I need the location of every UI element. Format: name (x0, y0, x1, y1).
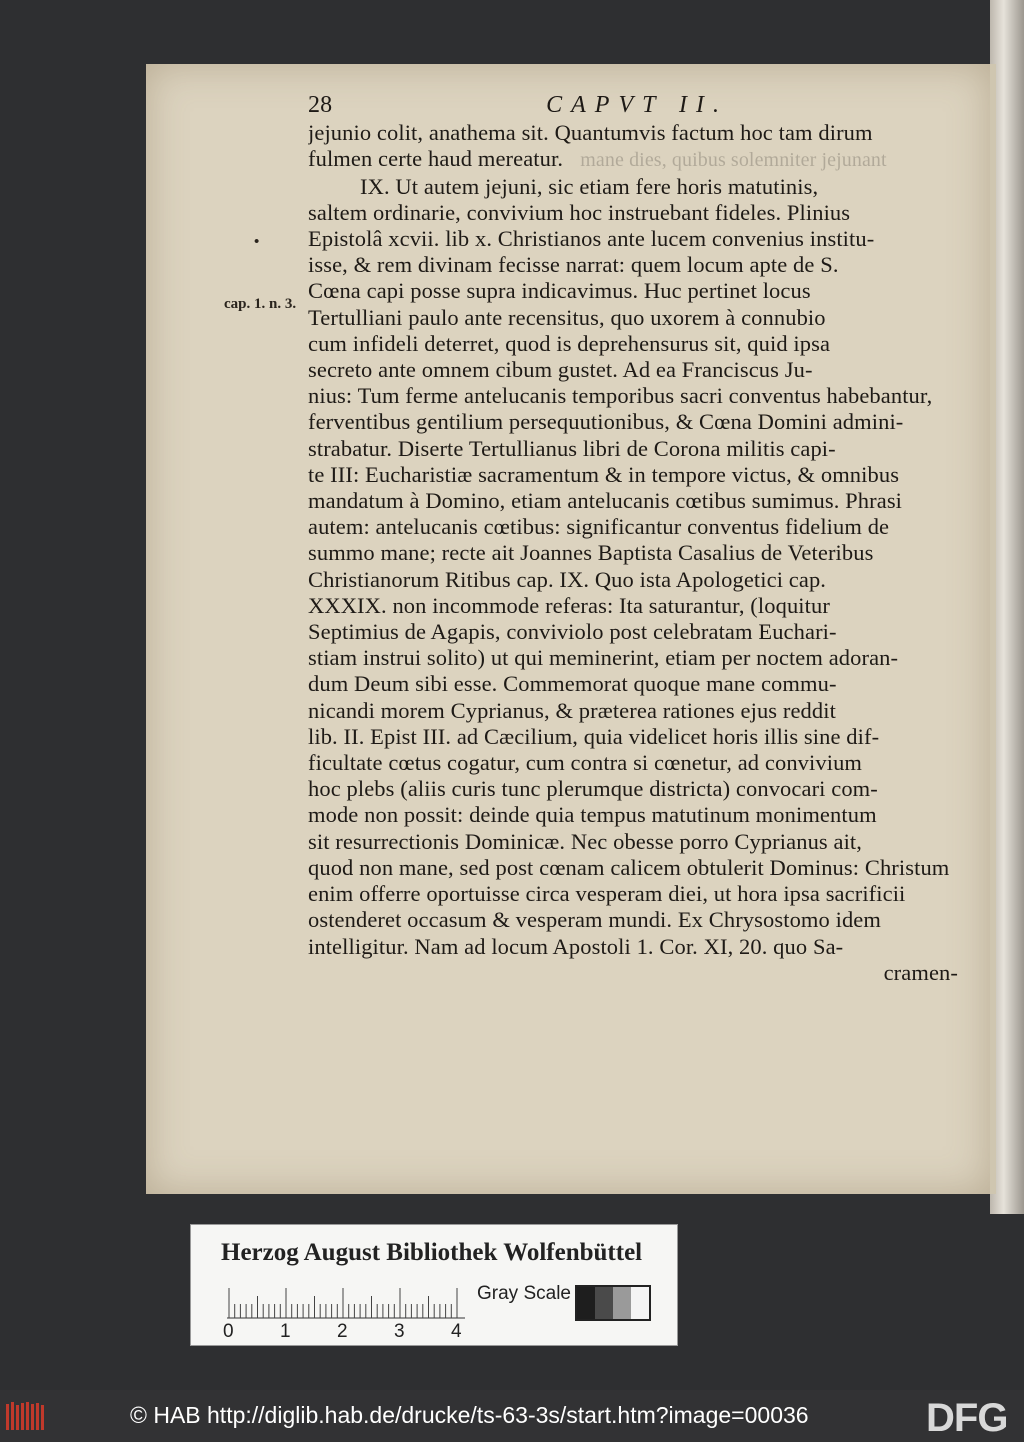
text-line: summo mane; recte ait Joannes Baptista Casalius de Veteribus (308, 540, 874, 566)
text-line: lib. II. Epist III. ad Cæcilium, quia videlicet horis illis sine dif- (308, 723, 880, 749)
text-line: Christianorum Ritibus cap. IX. Quo ista Apologetici cap. (308, 566, 827, 592)
text-line: ferventibus gentilium persequutionibus, & Cœna Domini admini- (308, 409, 904, 435)
scale-ruler (227, 1285, 465, 1319)
gray-swatch (595, 1287, 613, 1319)
text-line: dum Deum sibi esse. Commemorat quoque mane commu- (308, 671, 837, 697)
library-color-target (190, 1224, 678, 1346)
text-line: saltem ordinarie, convivium hoc instruebant fideles. Plinius (308, 199, 851, 225)
text-line: ostenderet occasum & vesperam mundi. Ex Chrysostomo idem (308, 907, 881, 933)
text-line: XXXIX. non incommode referas: Ita saturantur, (loquitur (308, 592, 830, 618)
gray-scale-swatches (575, 1285, 651, 1321)
margin-note-reference: cap. 1. n. 3. (224, 296, 297, 312)
text-line: strabatur. Diserte Tertullianus libri de Corona militis capi- (308, 435, 836, 461)
text-line: ficultate cœtus cogatur, cum contra si cœnetur, ad convivium (308, 750, 863, 776)
text-line: nius: Tum ferme antelucanis temporibus sacri conventus habebantur, (308, 383, 933, 409)
text-line: autem: antelucanis cœtibus: significantur conventus fidelium de (308, 514, 890, 540)
gray-swatch (577, 1287, 595, 1319)
text-line: quod non mane, sed post cœnam calicem obtulerit Dominus: Christum (308, 854, 950, 880)
library-name: Herzog August Bibliothek Wolfenbüttel (221, 1239, 643, 1266)
text-line: secreto ante omnem cibum gustet. Ad ea Franciscus Ju- (308, 357, 813, 383)
dfg-logo: DFG (926, 1396, 1008, 1440)
text-line: Cœna capi posse supra indicavimus. Huc pertinet locus (308, 278, 811, 304)
margin-note-dot: • (254, 234, 260, 250)
catchword: cramen- (883, 959, 958, 985)
text-line: stiam instrui solito) ut qui meminerint, etiam per noctem adoran- (308, 645, 899, 671)
text-line: nicandi morem Cyprianus, & præterea rationes ejus reddit (308, 697, 836, 723)
show-through-text: mane dies, quibus solemniter jejunant (580, 149, 887, 172)
text-line: Septimius de Agapis, conviviolo post celebratam Euchari- (308, 619, 837, 645)
page-number: 28 (308, 92, 333, 118)
text-line: mode non possit: deinde quia tempus matutinum monimentum (308, 802, 877, 828)
text-line: Epistolâ xcvii. lib x. Christianos ante lucem convenius institu- (308, 226, 875, 252)
text-line: hoc plebs (aliis curis tunc plerumque districta) convocari com- (308, 776, 878, 802)
running-title: CAPVT II. (546, 92, 728, 118)
text-line: mandatum à Domino, etiam antelucanis cœtibus sumimus. Phrasi (308, 488, 903, 514)
books-icon (6, 1402, 48, 1432)
scale-digit: 3 (394, 1321, 405, 1342)
text-line: isse, & rem divinam fecisse narrat: quem locum apte de S. (308, 252, 839, 278)
running-head (308, 92, 728, 118)
scale-digit: 4 (451, 1321, 462, 1342)
text-line: te III: Eucharistiæ sacramentum & in tempore victus, & omnibus (308, 461, 900, 487)
footer-copyright-url: © HAB http://diglib.hab.de/drucke/ts-63-3s/start.htm?image=00036 (130, 1402, 809, 1428)
text-line: Tertulliani paulo ante recensitus, quo uxorem à connubio (308, 304, 826, 330)
scale-digit: 1 (280, 1321, 291, 1342)
gray-swatch (631, 1287, 649, 1319)
book-page (146, 64, 996, 1194)
text-line: IX. Ut autem jejuni, sic etiam fere horis matutinis, (360, 173, 819, 199)
text-line: fulmen certe haud mereatur. mane dies, quibus solemniter jejunant (308, 146, 887, 172)
scale-digit: 2 (337, 1321, 348, 1342)
text-line: cum infideli deterret, quod is deprehensurus sit, quid ipsa (308, 330, 831, 356)
text-line: enim offerre oportuisse circa vesperam diei, ut hora ipsa sacrificii (308, 881, 906, 907)
footer-bar (0, 1390, 1024, 1442)
text-line: sit resurrectionis Dominicæ. Nec obesse porro Cyprianus ait, (308, 828, 863, 854)
text-line: jejunio colit, anathema sit. Quantumvis factum hoc tam dirum (308, 120, 873, 146)
text-line: intelligitur. Nam ad locum Apostoli 1. Cor. XI, 20. quo Sa- (308, 933, 844, 959)
scale-digit: 0 (223, 1321, 234, 1342)
page-text (308, 92, 958, 986)
gray-swatch (613, 1287, 631, 1319)
gray-scale-label: Gray Scale (477, 1283, 571, 1304)
